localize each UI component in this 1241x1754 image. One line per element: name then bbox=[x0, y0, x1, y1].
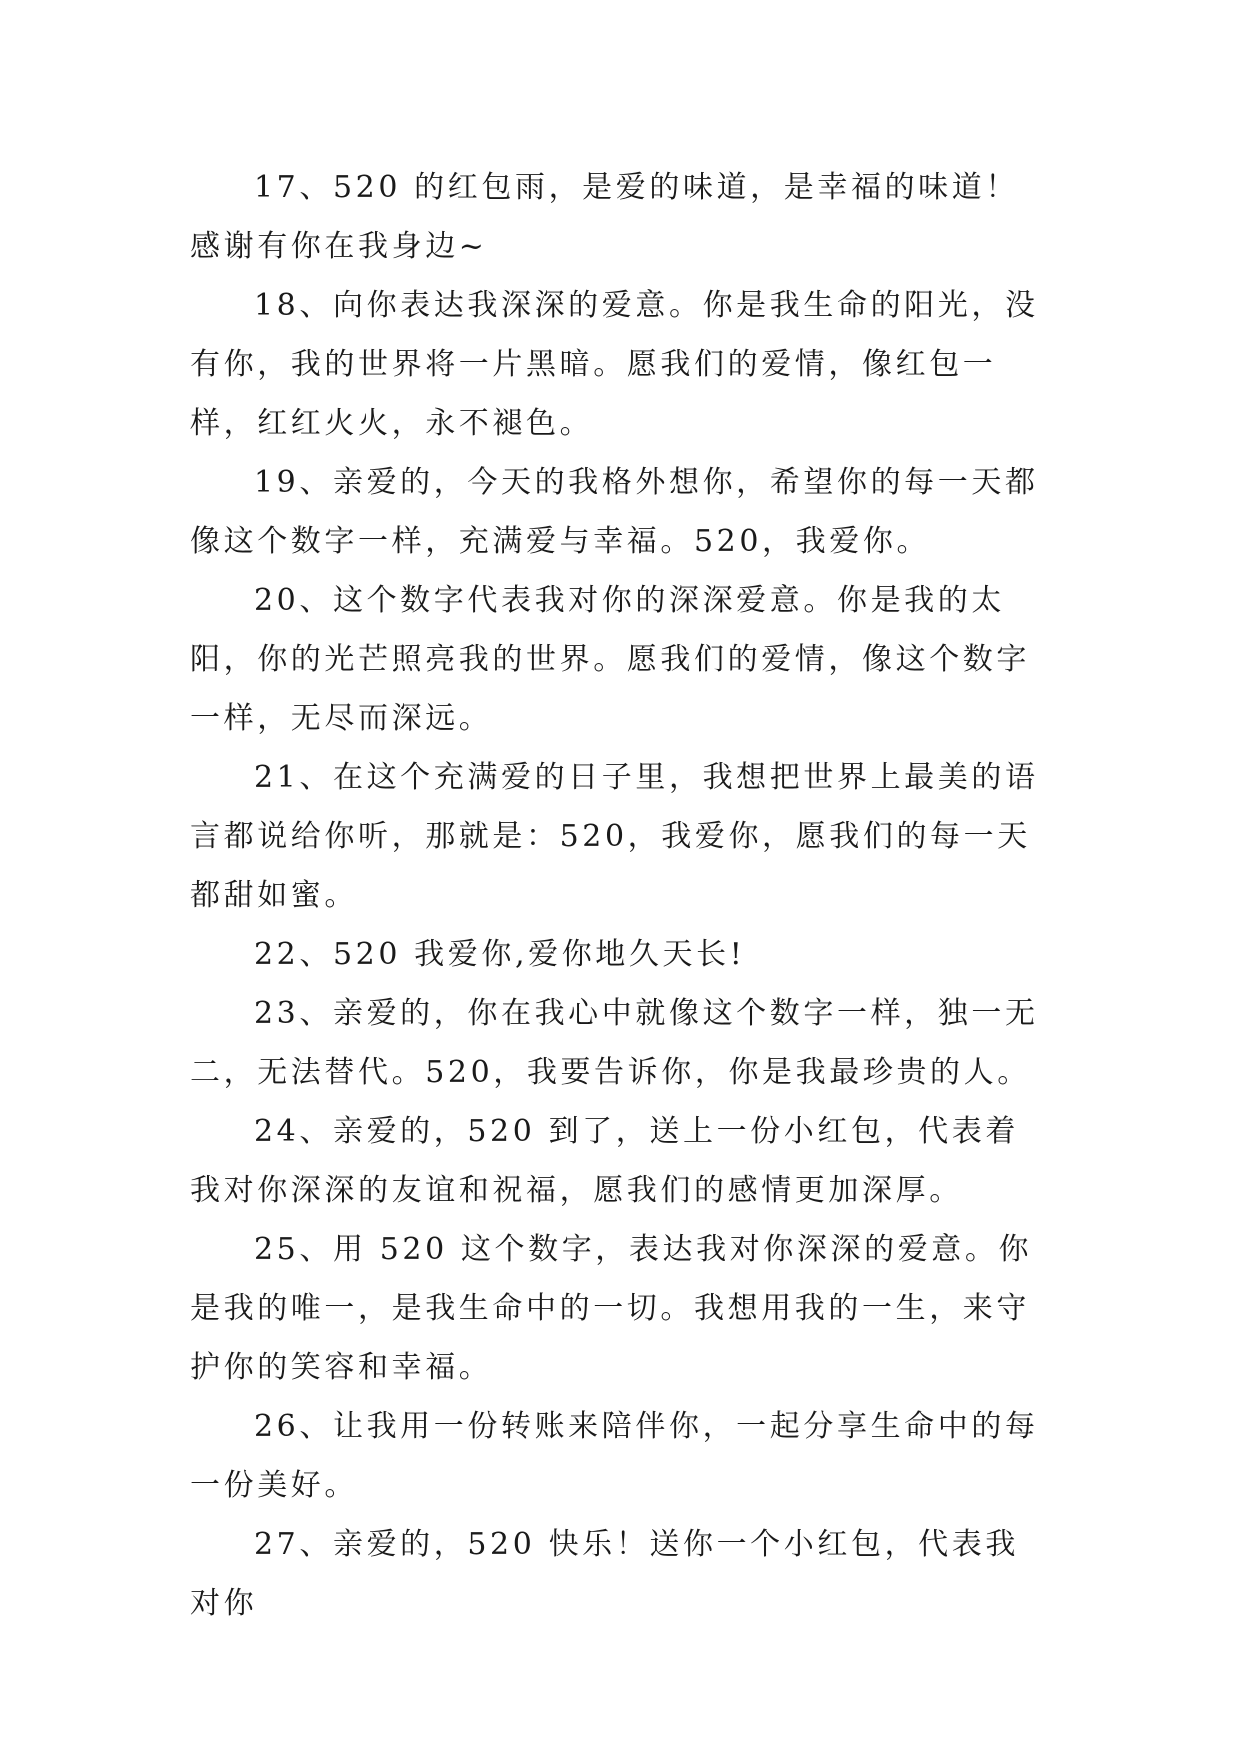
paragraph-20: 20、这个数字代表我对你的深深爱意。你是我的太阳，你的光芒照亮我的世界。愿我们的爱情，像这个数字一样，无尽而深远。 bbox=[190, 583, 1030, 736]
paragraph-21: 21、在这个充满爱的日子里，我想把世界上最美的语言都说给你听，那就是：520，我爱你，愿我们的每一天都甜如蜜。 bbox=[190, 760, 1039, 913]
paragraph-27: 27、亲爱的，520 快乐！送你一个小红包，代表我对你 bbox=[190, 1527, 1019, 1621]
paragraph-26: 26、让我用一份转账来陪伴你，一起分享生命中的每一份美好。 bbox=[190, 1409, 1039, 1503]
paragraph-19: 19、亲爱的，今天的我格外想你，希望你的每一天都像这个数字一样，充满爱与幸福。520，我爱你。 bbox=[190, 465, 1039, 559]
paragraph-24: 24、亲爱的，520 到了，送上一份小红包，代表着我对你深深的友谊和祝福，愿我们的感情更加深厚。 bbox=[190, 1114, 1019, 1208]
paragraph-18: 18、向你表达我深深的爱意。你是我生命的阳光，没有你，我的世界将一片黑暗。愿我们的爱情，像红包一样，红红火火，永不褪色。 bbox=[190, 288, 1039, 441]
document-body bbox=[190, 158, 1050, 1633]
paragraph-17: 17、520 的红包雨，是爱的味道，是幸福的味道！感谢有你在我身边~ bbox=[190, 170, 1019, 264]
paragraph-25: 25、用 520 这个数字，表达我对你深深的爱意。你是我的唯一，是我生命中的一切。我想用我的一生，来守护你的笑容和幸福。 bbox=[190, 1232, 1033, 1385]
paragraph-22: 22、520 我爱你,爱你地久天长! bbox=[254, 937, 746, 972]
paragraph-23: 23、亲爱的，你在我心中就像这个数字一样，独一无二，无法替代。520，我要告诉你，你是我最珍贵的人。 bbox=[190, 996, 1039, 1090]
